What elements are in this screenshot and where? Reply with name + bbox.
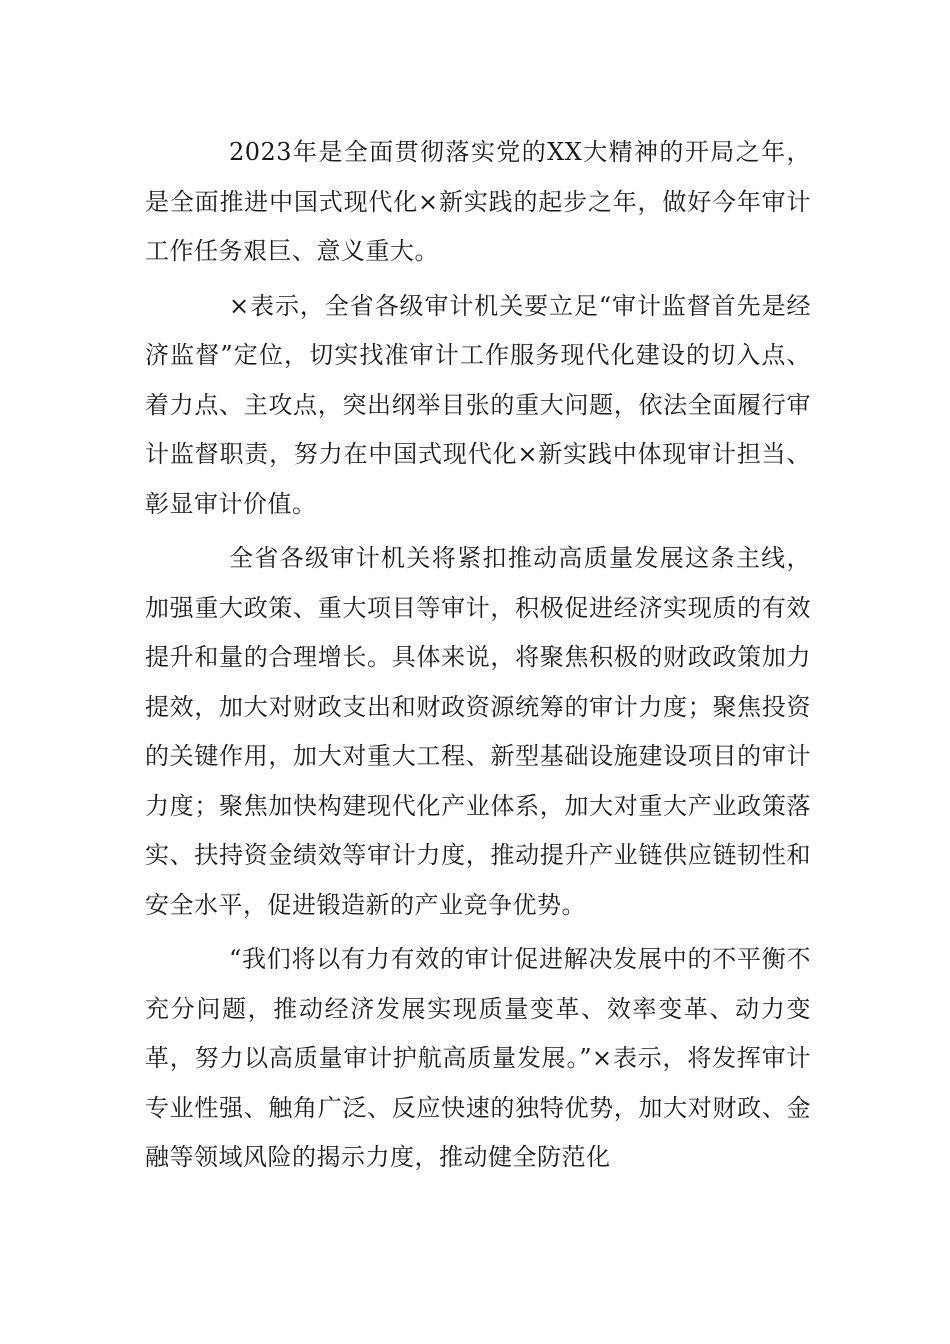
paragraph-2: ×表示，全省各级审计机关要立足“审计监督首先是经济监督”定位，切实找准审计工作服务现代化建设的切入点、着力点、主攻点，突出纲举目张的重大问题，依法全面履行审计监督职责，努力在中国式现代化×新实践中体现审计担当、彰显审计价值。 — [145, 291, 811, 518]
paragraph-4: “我们将以有力有效的审计促进解决发展中的不平衡不充分问题，推动经济发展实现质量变革、效率变革、动力变革，努力以高质量审计护航高质量发展。”×表示，将发挥审计专业性强、触角广泛、反应快速的独特优势，加大对财政、金融等领域风险的揭示力度，推动健全防范化 — [145, 945, 811, 1171]
paragraph-1: 2023年是全面贯彻落实党的XX大精神的开局之年，是全面推进中国式现代化×新实践的起步之年，做好今年审计工作任务艰巨、意义重大。 — [145, 138, 811, 265]
paragraph-3: 全省各级审计机关将紧扣推动高质量发展这条主线，加强重大政策、重大项目等审计，积极促进经济实现质的有效提升和量的合理增长。具体来说，将聚焦积极的财政政策加力提效，加大对财政支出和财政资源统筹的审计力度；聚焦投资的关键作用，加大对重大工程、新型基础设施建设项目的审计力度；聚焦加快构建现代化产业体系，加大对重大产业政策落实、扶持资金绩效等审计力度，推动提升产业链供应链韧性和安全水平，促进锻造新的产业竞争优势。 — [145, 544, 811, 919]
document-body — [145, 128, 811, 1188]
